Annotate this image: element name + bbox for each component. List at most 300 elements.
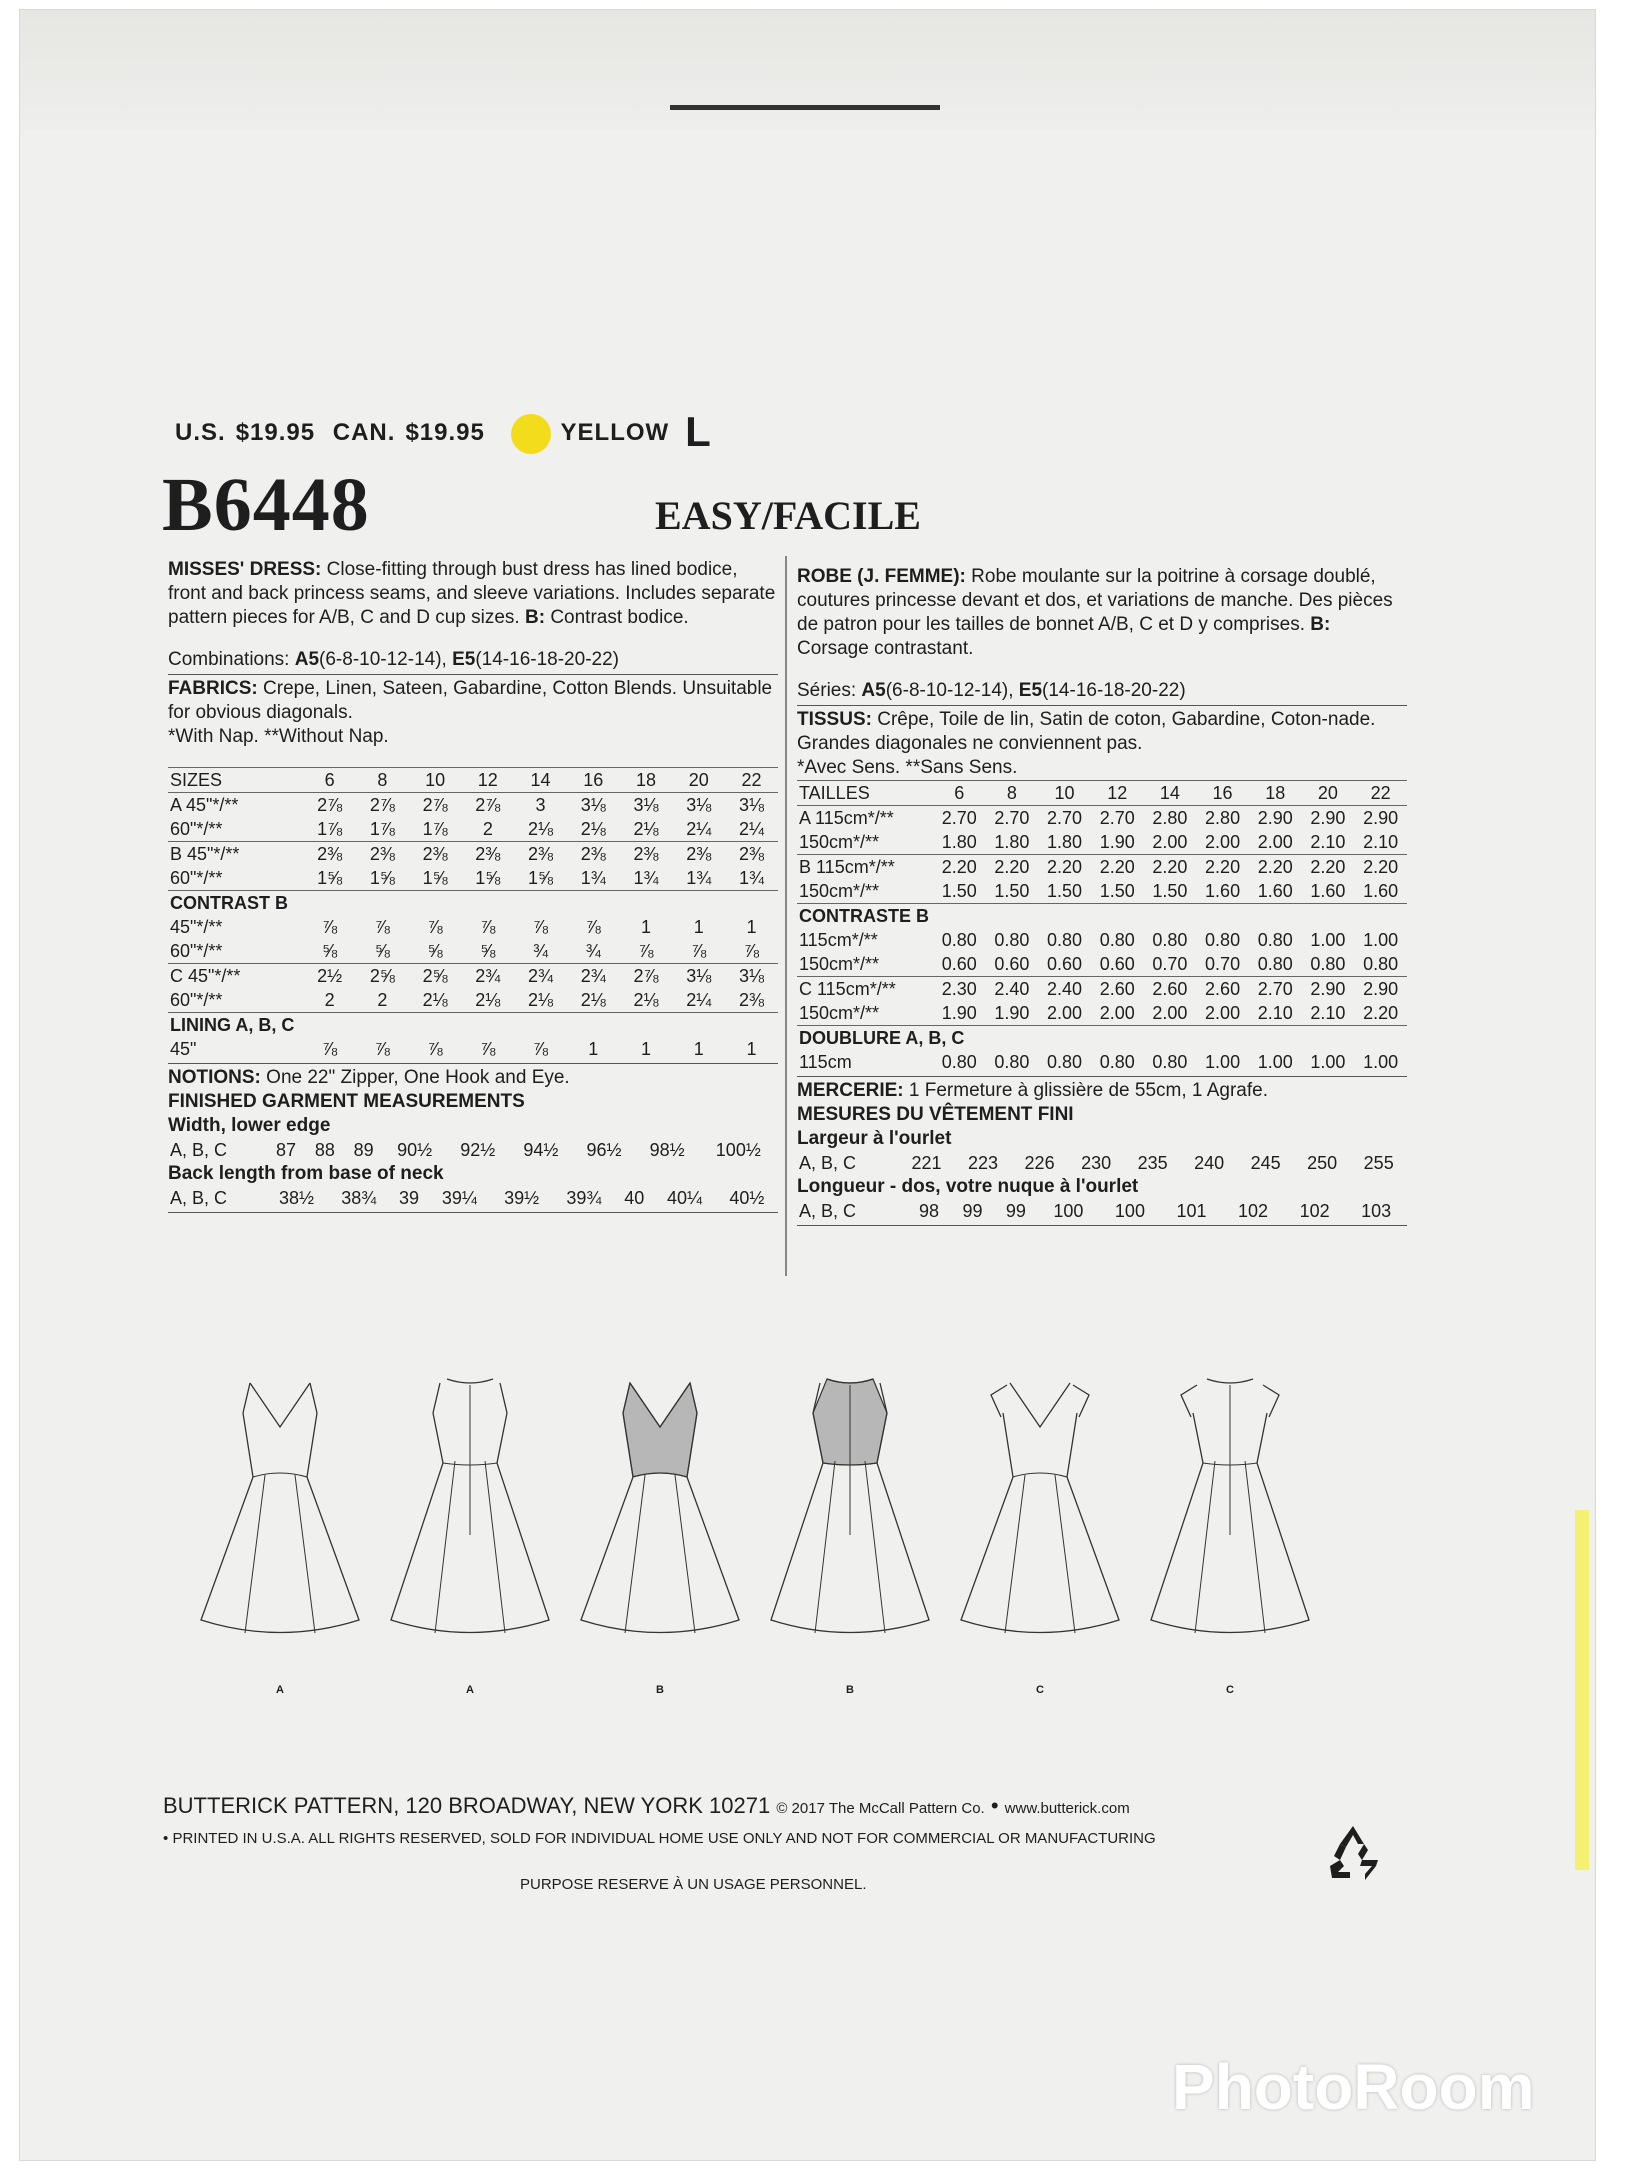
table-cell: 0.80 [941, 1052, 977, 1072]
table-cell: 2.00 [1205, 1003, 1241, 1023]
table-cell: 2⅞ [461, 793, 514, 818]
table-row [168, 915, 778, 939]
row-label: A 115cm*/** [797, 806, 933, 831]
table-cell: 0.80 [1310, 954, 1346, 974]
dress-view-c-front [955, 1365, 1125, 1696]
french-column [797, 565, 1407, 1228]
table-cell: 2¼ [686, 819, 712, 839]
table-cell: 2⅜ [725, 842, 778, 867]
us-label: U.S. [175, 419, 226, 446]
row-label: DOUBLURE A, B, C [797, 1026, 1407, 1051]
table-cell: 0.80 [1257, 954, 1293, 974]
color-name: YELLOW [560, 419, 670, 446]
table-cell: 98 [919, 1201, 940, 1221]
table-cell: 6 [933, 781, 986, 806]
table-cell: 1.80 [1047, 832, 1083, 852]
table-cell: ⅞ [427, 917, 443, 937]
table-row [797, 1001, 1407, 1026]
table-cell: 0.70 [1205, 954, 1241, 974]
table-row [797, 952, 1407, 977]
table-cell: 100 [1053, 1201, 1084, 1221]
table-cell: 0.80 [1099, 1052, 1135, 1072]
footer-company [163, 1793, 1130, 1819]
table-cell: 14 [514, 768, 567, 793]
table-cell: 2⅞ [620, 964, 673, 989]
table-cell: 2¼ [739, 819, 765, 839]
desc-text-fr: Robe moulante sur la poitrine à corsage doublé, coutures princesse devant et dos, et variations de manche. Des pièces de patron pour les tailles de bonnet A/B, C et D y comprises. [797, 566, 1393, 635]
table-cell: 0.80 [1047, 1052, 1083, 1072]
finished-label-fr: MESURES DU VÊTEMENT FINI [797, 1104, 1074, 1125]
table-cell: 2.20 [986, 855, 1039, 880]
row-label: 45"*/** [170, 917, 223, 937]
tissus-label: TISSUS: [797, 709, 872, 730]
table-row [797, 1151, 1407, 1175]
mercerie-text: 1 Fermeture à glissière de 55cm, 1 Agrafe. [908, 1080, 1268, 1101]
table-row [168, 817, 778, 842]
table-cell: 1⅝ [317, 868, 343, 888]
table-cell: 2.10 [1257, 1003, 1293, 1023]
table-cell: 2.20 [1038, 855, 1091, 880]
table-cell: 2.70 [1091, 806, 1144, 831]
yellow-dot-icon [511, 414, 551, 454]
table-cell: 2⅛ [528, 819, 554, 839]
table-cell: 230 [1081, 1153, 1112, 1173]
table-cell: 1 [588, 1039, 599, 1059]
table-cell: 2¾ [567, 964, 620, 989]
table-cell: 2.80 [1196, 806, 1249, 831]
table-cell: ⅞ [638, 941, 654, 961]
table-cell: 1.00 [1205, 1052, 1241, 1072]
rights-en: PRINTED IN U.S.A. ALL RIGHTS RESERVED, SOLD FOR INDIVIDUAL HOME USE ONLY AND NOT FOR COMMERCIAL OR MANUFACTURING [172, 1830, 1156, 1847]
table-cell: 0.60 [994, 954, 1030, 974]
table-cell: 2.10 [1310, 832, 1346, 852]
table-row [797, 781, 1407, 806]
width-table-en [168, 1138, 778, 1162]
yellow-edge [1575, 1510, 1589, 1870]
footer-rights-fr: PURPOSE RESERVE À UN USAGE PERSONNEL. [520, 1876, 867, 1893]
table-row [168, 842, 778, 867]
table-cell: 2⅛ [528, 990, 554, 1010]
row-label: 115cm*/** [799, 930, 878, 950]
row-label: C 45"*/** [168, 964, 303, 989]
table-row [168, 793, 778, 818]
table-cell: 2¼ [686, 990, 712, 1010]
table-cell: 1 [746, 1039, 757, 1059]
table-cell: 18 [620, 768, 673, 793]
table-row [797, 1026, 1407, 1051]
table-cell: 2⅜ [356, 842, 409, 867]
row-label: B 115cm*/** [797, 855, 933, 880]
dress-drawing [385, 1365, 555, 1665]
row-label: 115cm [799, 1052, 852, 1072]
finished-label: FINISHED GARMENT MEASUREMENTS [168, 1091, 525, 1112]
table-cell: 3⅛ [620, 793, 673, 818]
table-cell: 2.00 [1047, 1003, 1083, 1023]
table-cell: 39¾ [566, 1188, 602, 1208]
table-cell: 1¾ [633, 868, 659, 888]
technical-drawings [195, 1365, 1365, 1696]
dress-drawing [1145, 1365, 1315, 1665]
dress-drawing [955, 1365, 1125, 1665]
table-cell: 1¾ [686, 868, 712, 888]
table-cell: ⅝ [322, 941, 338, 961]
dress-drawing [195, 1365, 365, 1665]
width-label: Width, lower edge [168, 1115, 331, 1136]
diag-note: Grandes diagonales ne conviennent pas. [797, 733, 1143, 754]
company-address: BUTTERICK PATTERN, 120 BROADWAY, NEW YORK 10271 [163, 1793, 771, 1818]
table-row [168, 964, 778, 989]
recycle-icon [1320, 1820, 1386, 1886]
table-cell: 2¾ [514, 964, 567, 989]
photoroom-watermark: PhotoRoom [1172, 2051, 1535, 2123]
table-cell: ⅝ [374, 941, 390, 961]
table-cell: ⅞ [427, 1039, 443, 1059]
row-label: CONTRAST B [168, 891, 778, 916]
table-cell: 2.80 [1144, 806, 1197, 831]
width-table-fr [797, 1151, 1407, 1175]
table-cell: 1.50 [941, 881, 977, 901]
table-cell: 2.20 [1196, 855, 1249, 880]
table-cell: 1.50 [1099, 881, 1135, 901]
table-cell: 16 [567, 768, 620, 793]
fabrics-label: FABRICS: [168, 678, 258, 699]
desc-b-text: Contrast bodice. [550, 607, 689, 628]
table-cell: ⅞ [374, 1039, 390, 1059]
table-cell: 250 [1307, 1153, 1338, 1173]
desc-text: Close-fitting through bust dress has lined bodice, front and back princess seams, and sleeve variations. Includes separate pattern pieces for A/B, C and D cup sizes. [168, 559, 776, 628]
table-cell: ⅞ [744, 941, 760, 961]
envelope-flap [20, 10, 1595, 130]
row-label: C 115cm*/** [797, 977, 933, 1002]
desc-title-fr: ROBE (J. FEMME): [797, 566, 966, 587]
row-label: 60"*/** [170, 819, 223, 839]
table-cell: 2.70 [1038, 806, 1091, 831]
table-row [168, 866, 778, 891]
can-label: CAN. [332, 419, 396, 446]
table-cell: 1.50 [994, 881, 1030, 901]
table-cell: 38½ [278, 1188, 314, 1208]
description-fr [797, 565, 1407, 661]
dress-view-b-back [765, 1365, 935, 1696]
notions-text: One 22" Zipper, One Hook and Eye. [266, 1067, 570, 1088]
table-cell: 255 [1363, 1153, 1394, 1173]
table-cell: 1.90 [1099, 832, 1135, 852]
table-cell: 22 [1354, 781, 1407, 806]
notions-label: NOTIONS: [168, 1067, 261, 1088]
table-cell: 1.60 [1363, 881, 1399, 901]
table-cell: 94½ [523, 1140, 559, 1160]
table-cell: 10 [1038, 781, 1091, 806]
table-cell: 3 [514, 793, 567, 818]
table-cell: 1.00 [1363, 930, 1399, 950]
nap-note: *With Nap. **Without Nap. [168, 726, 389, 747]
table-row [797, 904, 1407, 929]
table-cell: 2⅛ [580, 819, 606, 839]
table-cell: 3⅛ [672, 793, 725, 818]
table-cell: 2⅛ [633, 819, 659, 839]
desc-b-label-fr: B: [1310, 614, 1331, 635]
table-cell: 1¾ [739, 868, 765, 888]
table-cell: 2.10 [1363, 832, 1399, 852]
table-cell: 90½ [397, 1140, 433, 1160]
table-cell: 20 [672, 768, 725, 793]
table-cell: 2⅜ [514, 842, 567, 867]
table-cell: 0.60 [941, 954, 977, 974]
table-cell: 38¾ [341, 1188, 377, 1208]
dress-view-b-front [575, 1365, 745, 1696]
dress-drawing [765, 1365, 935, 1665]
table-row [797, 977, 1407, 1002]
rights-bullet: • [163, 1830, 169, 1847]
table-cell: 2 [482, 819, 493, 839]
table-cell: ⅞ [374, 917, 390, 937]
table-cell: 2⅝ [409, 964, 462, 989]
table-cell: 0.80 [1047, 930, 1083, 950]
table-cell: 1 [641, 1039, 652, 1059]
table-row [168, 1037, 778, 1061]
table-cell: 2⅜ [620, 842, 673, 867]
row-label: 45" [170, 1039, 197, 1059]
row-label: B 45"*/** [168, 842, 303, 867]
dress-drawing [575, 1365, 745, 1665]
row-label: 60"*/** [170, 868, 223, 888]
can-price: $19.95 [405, 419, 485, 446]
us-price: $19.95 [235, 419, 316, 446]
table-cell: 2⅛ [422, 990, 448, 1010]
table-cell: 2.60 [1144, 977, 1197, 1002]
table-cell: 3⅛ [725, 964, 778, 989]
table-cell: 2.40 [1038, 977, 1091, 1002]
table-row [168, 988, 778, 1013]
table-cell: ⅞ [322, 1039, 338, 1059]
table-cell: 1.90 [941, 1003, 977, 1023]
table-cell: 0.80 [1257, 930, 1293, 950]
table-cell: 3⅛ [672, 964, 725, 989]
table-cell: 1⅞ [422, 819, 448, 839]
table-cell: 40½ [729, 1188, 765, 1208]
table-row [168, 939, 778, 964]
tissus-text: Crêpe, Toile de lin, Satin de coton, Gabardine, Coton-nade. [877, 709, 1376, 730]
table-cell: 2⅛ [633, 990, 659, 1010]
description-en [168, 558, 778, 630]
table-cell: 1.50 [1152, 881, 1188, 901]
table-cell: 0.80 [994, 930, 1030, 950]
table-cell: 1 [693, 1039, 704, 1059]
series [797, 679, 1407, 703]
size-letter: L [685, 408, 712, 455]
table-cell: 2.00 [1205, 832, 1241, 852]
series-a5: A5 [861, 680, 886, 701]
flap-rule [670, 105, 940, 110]
table-cell: 2.60 [1091, 977, 1144, 1002]
series-e5-sizes: (14-16-18-20-22) [1042, 680, 1186, 701]
yardage-table-en [168, 767, 778, 1061]
table-row [168, 1186, 778, 1210]
width-label-fr: Largeur à l'ourlet [797, 1128, 952, 1149]
table-cell: 2.10 [1310, 1003, 1346, 1023]
mercerie-label: MERCERIE: [797, 1080, 904, 1101]
table-cell: 3⅛ [725, 793, 778, 818]
table-cell: ⅞ [585, 917, 601, 937]
table-cell: 1.00 [1363, 1052, 1399, 1072]
table-cell: 2.20 [1144, 855, 1197, 880]
table-cell: 39¼ [441, 1188, 477, 1208]
pattern-number: B6448 [162, 463, 370, 547]
dress-view-a-back [385, 1365, 555, 1696]
table-cell: 89 [353, 1140, 374, 1160]
table-cell: 2.90 [1302, 806, 1355, 831]
table-cell: 2.20 [1091, 855, 1144, 880]
table-cell: 40 [624, 1188, 645, 1208]
table-cell: 1.60 [1257, 881, 1293, 901]
table-cell: 8 [986, 781, 1039, 806]
table-row [797, 1199, 1407, 1223]
table-cell: 1⅞ [369, 819, 395, 839]
table-cell: 14 [1144, 781, 1197, 806]
table-row [797, 806, 1407, 831]
table-cell: 0.70 [1152, 954, 1188, 974]
column-divider [785, 556, 787, 1276]
table-cell: 6 [303, 768, 356, 793]
table-cell: 2⅞ [303, 793, 356, 818]
row-label: A, B, C [799, 1201, 857, 1221]
table-cell: 1.00 [1310, 1052, 1346, 1072]
table-cell: 2.20 [1302, 855, 1355, 880]
table-cell: 2.70 [1249, 977, 1302, 1002]
table-cell: 98½ [649, 1140, 685, 1160]
combo-e5: E5 [452, 649, 476, 670]
table-cell: ⅝ [427, 941, 443, 961]
table-cell: 2½ [303, 964, 356, 989]
table-cell: 2 [377, 990, 388, 1010]
table-cell: 2⅜ [739, 990, 765, 1010]
footer-bullet: • [990, 1793, 999, 1818]
view-label: B [846, 1684, 854, 1696]
table-cell: 0.80 [941, 930, 977, 950]
table-cell: ⅞ [533, 1039, 549, 1059]
table-cell: 1.90 [994, 1003, 1030, 1023]
table-row [168, 768, 778, 793]
table-cell: 1⅞ [317, 819, 343, 839]
table-cell: 2.20 [1363, 1003, 1399, 1023]
table-cell: 2⅞ [356, 793, 409, 818]
english-column [168, 558, 778, 1215]
combo-a5: A5 [294, 649, 320, 670]
table-row [168, 891, 778, 916]
table-cell: 2.20 [933, 855, 986, 880]
table-cell: 39½ [504, 1188, 540, 1208]
table-cell: 2⅝ [356, 964, 409, 989]
back-table-en [168, 1186, 778, 1210]
table-cell: 2.90 [1354, 806, 1407, 831]
table-cell: 102 [1299, 1201, 1330, 1221]
table-cell: 100½ [715, 1140, 761, 1160]
price-row [175, 408, 722, 456]
table-cell: 1 [641, 917, 652, 937]
view-label: A [276, 1684, 284, 1696]
table-cell: 2⅜ [461, 842, 514, 867]
website: www.butterick.com [1004, 1800, 1130, 1817]
view-label: A [466, 1684, 474, 1696]
table-cell: 2.20 [1354, 855, 1407, 880]
table-cell: 2⅛ [475, 990, 501, 1010]
table-cell: 2⅜ [567, 842, 620, 867]
table-cell: 2⅞ [409, 793, 462, 818]
table-cell: 2⅛ [580, 990, 606, 1010]
table-cell: 1 [746, 917, 757, 937]
table-cell: 16 [1196, 781, 1249, 806]
table-cell: 92½ [460, 1140, 496, 1160]
table-cell: ¾ [585, 941, 601, 961]
table-cell: 10 [409, 768, 462, 793]
row-label: 60"*/** [170, 990, 223, 1010]
table-cell: 100 [1114, 1201, 1145, 1221]
mercerie [797, 1079, 1407, 1103]
view-label: B [656, 1684, 664, 1696]
table-cell: 0.80 [1099, 930, 1135, 950]
desc-b-label: B: [524, 607, 546, 628]
table-row [797, 855, 1407, 880]
table-cell: 102 [1238, 1201, 1269, 1221]
table-cell: ⅞ [691, 941, 707, 961]
table-cell: ⅞ [480, 917, 496, 937]
table-cell: 22 [725, 768, 778, 793]
table-row [168, 1013, 778, 1038]
table-cell: ⅝ [480, 941, 496, 961]
view-label: C [1226, 1684, 1234, 1696]
table-cell: 0.80 [994, 1052, 1030, 1072]
table-cell: 2⅜ [672, 842, 725, 867]
table-cell: 39 [399, 1188, 420, 1208]
row-label: 150cm*/** [799, 1003, 880, 1023]
table-cell: 0.60 [1099, 954, 1135, 974]
table-cell: 8 [356, 768, 409, 793]
row-label: 150cm*/** [799, 881, 880, 901]
row-label: LINING A, B, C [168, 1013, 778, 1038]
table-row [797, 1050, 1407, 1074]
footer-rights-en [163, 1830, 1156, 1847]
table-cell: 245 [1250, 1153, 1281, 1173]
difficulty-label: EASY/FACILE [655, 493, 921, 538]
table-cell: 1⅝ [369, 868, 395, 888]
table-cell: 2.90 [1249, 806, 1302, 831]
table-cell: 1.80 [941, 832, 977, 852]
table-cell: 12 [1091, 781, 1144, 806]
table-cell: ¾ [533, 941, 549, 961]
table-row [797, 928, 1407, 952]
row-label: 150cm*/** [799, 954, 880, 974]
table-cell: 20 [1302, 781, 1355, 806]
table-cell: 3⅛ [567, 793, 620, 818]
table-cell: 87 [276, 1140, 297, 1160]
table-cell: 240 [1194, 1153, 1225, 1173]
desc-title: MISSES' DRESS: [168, 559, 322, 580]
row-label: CONTRASTE B [797, 904, 1407, 929]
table-cell: 223 [968, 1153, 999, 1173]
combinations-label: Combinations: [168, 649, 290, 670]
table-cell: 2 [324, 990, 335, 1010]
tissus [797, 708, 1407, 732]
table-cell: 2⅜ [409, 842, 462, 867]
notions [168, 1066, 778, 1090]
table-cell: 1 [693, 917, 704, 937]
table-cell: ⅞ [480, 1039, 496, 1059]
table-cell: 96½ [586, 1140, 622, 1160]
table-cell: 103 [1361, 1201, 1392, 1221]
table-cell: 1.00 [1310, 930, 1346, 950]
table-cell: 101 [1176, 1201, 1207, 1221]
table-cell: 2.90 [1354, 977, 1407, 1002]
